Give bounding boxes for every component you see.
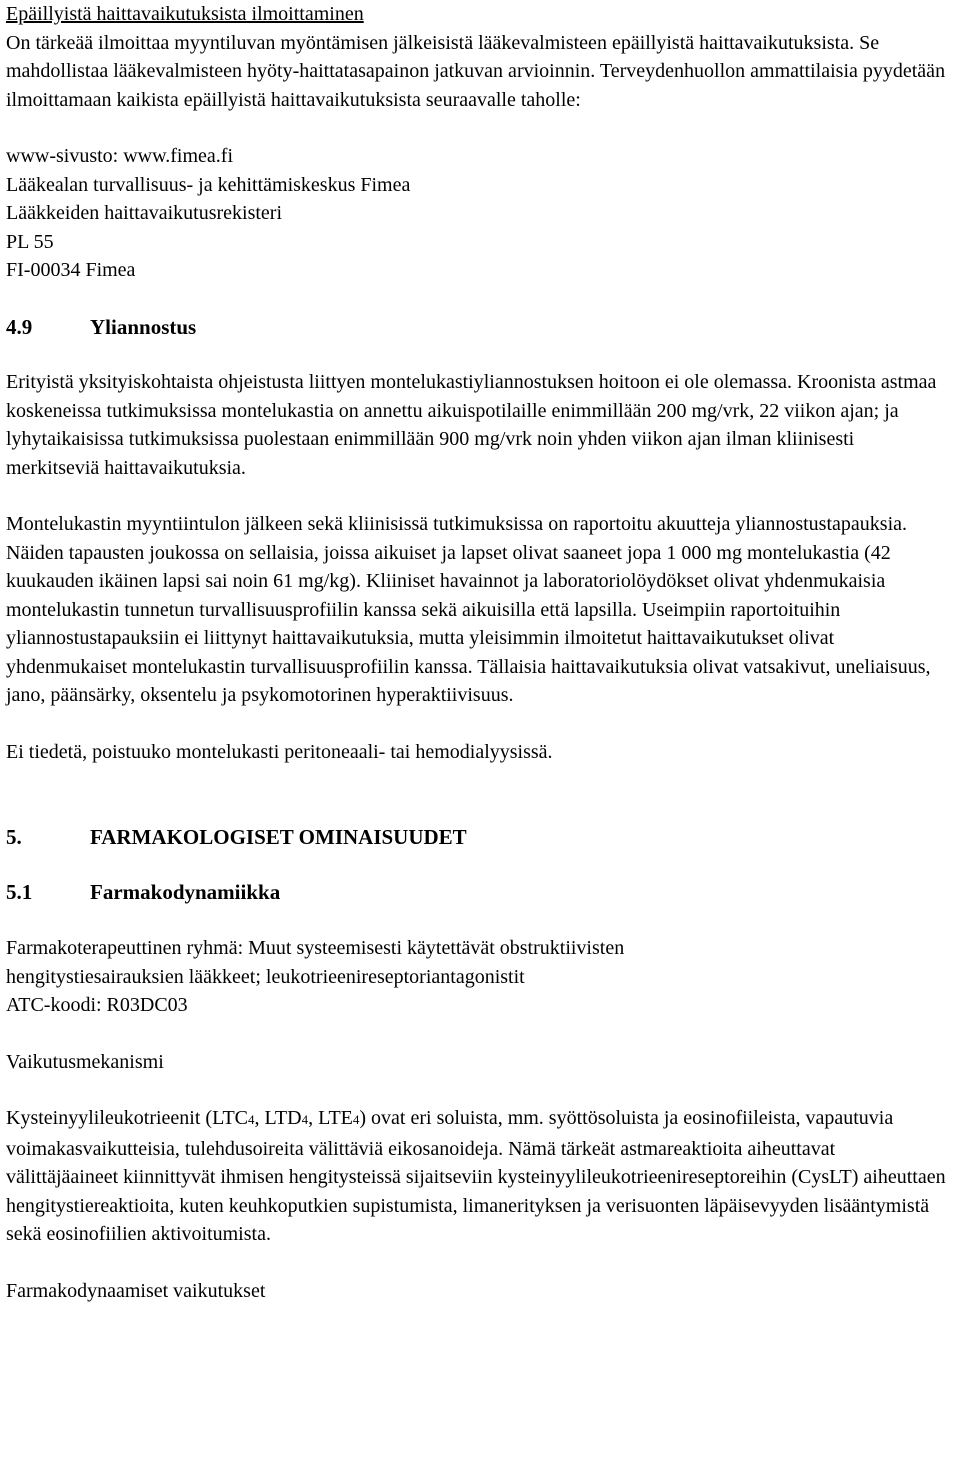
mechanism-text: Kysteinyylileukotrieenit (LTC bbox=[6, 1107, 249, 1129]
mechanism-paragraph bbox=[6, 1104, 952, 1249]
address-line: Lääkealan turvallisuus- ja kehittämiskeskus Fimea bbox=[6, 173, 411, 196]
subscript: 4 bbox=[352, 1112, 360, 1127]
section-number: 5.1 bbox=[6, 879, 33, 904]
overdose-paragraph-3: Ei tiedetä, poistuuko montelukasti peritoneaali- tai hemodialyysissä. bbox=[6, 740, 553, 763]
pharmacotherapeutic-group-line-2: hengitystiesairauksien lääkkeet; leukotrieenireseptoriantagonistit bbox=[6, 965, 525, 988]
adverse-reporting-heading: Epäillyistä haittavaikutuksista ilmoittaminen bbox=[6, 3, 364, 25]
section-title: FARMAKOLOGISET OMINAISUUDET bbox=[90, 825, 467, 849]
atc-code: ATC-koodi: R03DC03 bbox=[6, 994, 188, 1016]
section-5-1-heading bbox=[6, 878, 952, 907]
adverse-reporting-intro: On tärkeää ilmoittaa myyntiluvan myöntämisen jälkeisistä lääkevalmisteen epäillyistä haittavaikutuksista. Se mahdollistaa lääkevalmisteen hyöty-haittatasapainon jatkuvan arvioinnin. Terveydenhuollon ammattilaisia pyydetään ilmoittamaan kaikista epäillyistä haittavaikutuksista seuraavalle taholle: bbox=[6, 31, 946, 111]
mechanism-heading: Vaikutusmekanismi bbox=[6, 1050, 164, 1073]
fimea-address bbox=[6, 171, 952, 285]
mechanism-text: ) ovat eri soluista, mm. syöttösoluista ja eosinofiileista, vapautuvia voimakasvaikutteisia, tulehdusoireita välittäviä eikosanoideja. Nämä tärkeät astmareaktioita aiheuttavat välittäjäaineet kiinnittyvät ihmisen hengitysteissä sijaitseviin kysteinyylileukotrieenireseptoreihin (CysLT) aiheuttaen hengitystiereaktioita, kuten keuhkoputkien supistumista, limanerityksen ja verisuonten läpäisevyyden lisääntymistä sekä eosinofiilien aktivoitumista. bbox=[6, 1107, 946, 1245]
section-5-heading bbox=[6, 823, 952, 852]
mechanism-text: , LTE bbox=[308, 1107, 353, 1129]
address-line: PL 55 bbox=[6, 230, 54, 253]
section-title: Farmakodynamiikka bbox=[90, 879, 281, 904]
mechanism-text: , LTD bbox=[254, 1107, 302, 1129]
section-number: 5. bbox=[6, 825, 22, 849]
pharmacodynamic-effects-heading: Farmakodynaamiset vaikutukset bbox=[6, 1279, 266, 1302]
section-title: Yliannostus bbox=[90, 314, 197, 339]
pharmacotherapeutic-group-line-1: Farmakoterapeuttinen ryhmä: Muut systeemisesti käytettävät obstruktiivisten bbox=[6, 937, 625, 959]
subscript: 4 bbox=[248, 1112, 255, 1127]
overdose-paragraph-2: Montelukastin myyntiintulon jälkeen sekä kliinisissä tutkimuksissa on raportoitu akuutteja yliannostustapauksia. Näiden tapausten joukossa on sellaisia, joissa aikuiset ja lapset olivat saaneet jopa 1 000 mg montelukastia (42 kuukauden ikäinen lapsi sai noin 61 mg/kg). Kliiniset havainnot ja laboratoriolöydökset olivat yhdenmukaisia montelukastin tunnetun turvallisuusprofiilin kanssa sekä aikuisilla että lapsilla. Useimpiin raportoituihin yliannostustapauksiin ei liittynyt haittavaikutuksia, mutta yleisimmin ilmoitetut haittavaikutukset olivat yhdenmukaiset montelukastin turvallisuusprofiilin kanssa. Tällaisia haittavaikutuksia olivat vatsakivut, uneliaisuus, jano, päänsärky, oksentelu ja psykomotorinen hyperaktiivisuus. bbox=[6, 513, 931, 706]
address-line: Lääkkeiden haittavaikutusrekisteri bbox=[6, 202, 283, 224]
subscript: 4 bbox=[301, 1112, 309, 1127]
section-4-9-heading bbox=[6, 313, 952, 342]
section-number: 4.9 bbox=[6, 314, 33, 339]
overdose-paragraph-1: Erityistä yksityiskohtaista ohjeistusta liittyen montelukastiyliannostuksen hoitoon ei ole olemassa. Kroonista astmaa koskeneissa tutkimuksissa montelukastia on annettu aikuispotilaille enimmillään 200 mg/vrk, 22 viikon ajan; ja lyhytaikaisissa tutkimuksissa puolestaan enimmillään 900 mg/vrk noin yhden viikon ajan ilman kliinisesti merkitseviä haittavaikutuksia. bbox=[6, 371, 937, 479]
fimea-website: www-sivusto: www.fimea.fi bbox=[6, 145, 234, 167]
address-line: FI-00034 Fimea bbox=[6, 259, 136, 281]
